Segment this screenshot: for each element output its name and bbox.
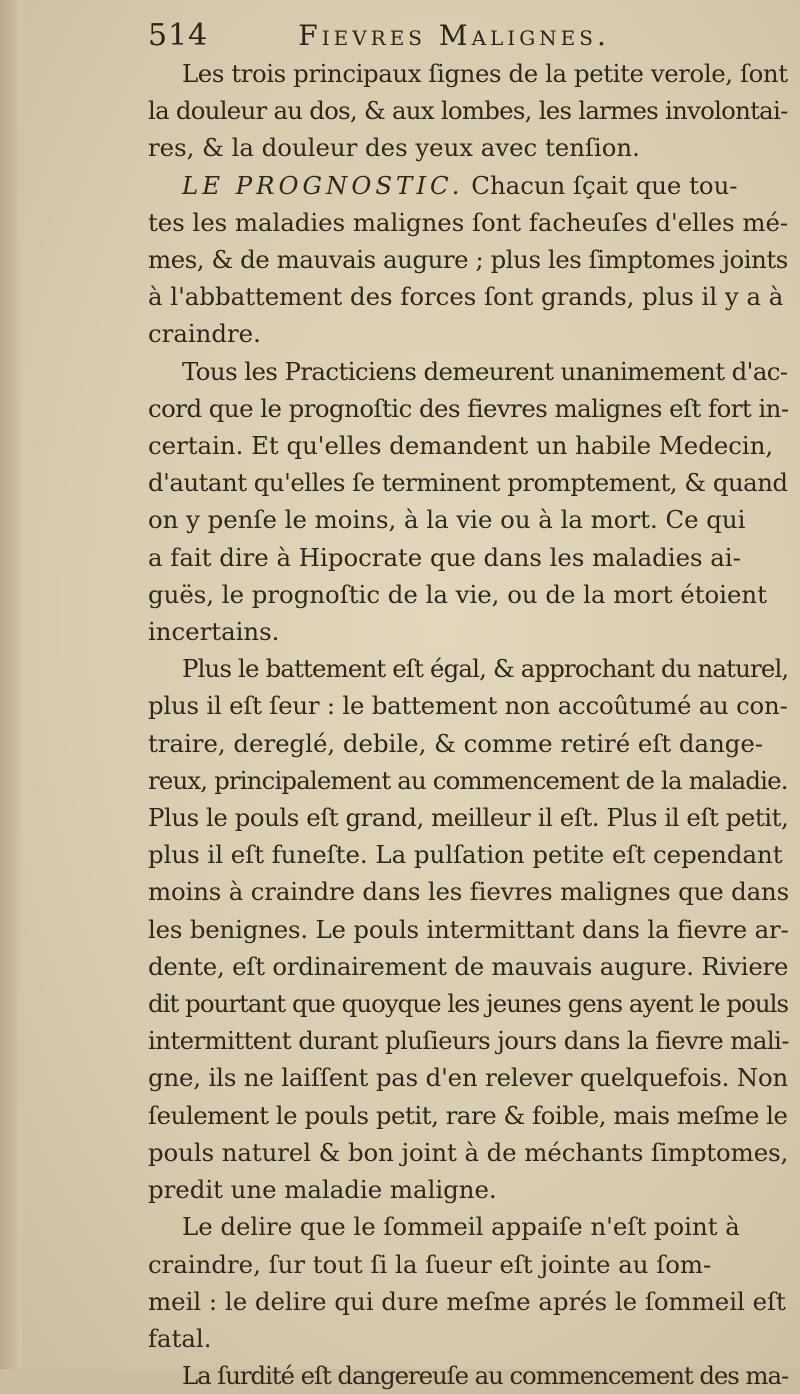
paragraph [148, 167, 788, 353]
text-line: dente, eſt ordinairement de mauvais augure. Riviere [148, 951, 789, 981]
running-title: Fievres Malignes. [298, 19, 610, 52]
text-line: res, & la douleur des yeux avec tenſion. [148, 133, 640, 163]
page-number: 514 [148, 18, 209, 53]
text-line: traire, dereglé, debile, & comme retiré eſt dange- [148, 728, 764, 758]
text-line: mes, & de mauvais augure ; plus les ſimptomes joints [148, 245, 788, 275]
text-line: incertains. [148, 617, 280, 647]
text-line: a fait dire à Hipocrate que dans les maladies ai- [148, 542, 741, 572]
text-line: d'autant qu'elles ſe terminent promptement, & quand [148, 468, 788, 498]
text-line: craindre. [148, 319, 261, 349]
text-line: plus il eſt ſeur : le battement non accoûtumé au con- [148, 691, 788, 721]
text-line: Le delire que le ſommeil appaiſe n'eſt point à [182, 1212, 740, 1242]
paragraph [148, 1208, 788, 1357]
text-line: guës, le prognoſtic de la vie, ou de la mort étoient [148, 579, 767, 609]
text-line: Tous les Practiciens demeurent unanimement d'ac- [182, 356, 788, 386]
text-line: les benignes. Le pouls intermittant dans la fievre ar- [148, 914, 789, 944]
text-line: Les trois principaux ſignes de la petite verole, ſont [182, 59, 788, 88]
text-line: La ſurdité eſt dangereuſe au commencement des ma- [182, 1361, 789, 1391]
paragraph [148, 1357, 788, 1394]
text-line: ſeulement le pouls petit, rare & foible, mais meſme le [148, 1100, 788, 1130]
text-line: reux, principalement au commencement de la maladie. [148, 765, 788, 795]
text-line: intermittent durant pluſieurs jours dans la fievre mali- [148, 1026, 789, 1056]
text-line: cord que le prognoſtic des fievres malignes eſt fort in- [148, 393, 789, 423]
text-line: pouls naturel & bon joint à de méchants ſimptomes, [148, 1137, 789, 1167]
running-head [148, 18, 760, 58]
text-line: predit une maladie maligne. [148, 1175, 497, 1205]
paragraph [148, 55, 788, 167]
text-line: plus il eſt funeſte. La pulſation petite eſt cependant [148, 840, 783, 870]
text-line: Plus le battement eſt égal, & approchant du naturel, [182, 654, 789, 684]
text-line: certain. Et qu'elles demandent un habile Medecin, [148, 431, 774, 461]
text-line [148, 167, 788, 204]
text-line: Plus le pouls eſt grand, meilleur il eſt. Plus il eſt petit, [148, 803, 789, 833]
text-line: la douleur au dos, & aux lombes, les larmes involontai- [148, 96, 788, 126]
text-line: moins à craindre dans les fievres malignes que dans [148, 877, 789, 907]
paragraph [148, 650, 788, 1208]
text-line: tes les maladies malignes ſont facheuſes d'elles mé- [148, 207, 789, 237]
text-line: dit pourtant que quoyque les jeunes gens ayent le pouls [148, 989, 789, 1019]
text-line: gne, ils ne laiſſent pas d'en relever quelquefois. Non [148, 1063, 789, 1093]
body-text [148, 55, 788, 1394]
text-fragment: Chacun ſçait que tou- [471, 170, 738, 200]
text-line: meil : le delire qui dure meſme aprés le ſommeil eſt [148, 1286, 786, 1316]
text-line: fatal. [148, 1323, 212, 1353]
text-line: à l'abbattement des forces ſont grands, plus il y a à [148, 282, 784, 312]
paragraph [148, 353, 788, 651]
text-line: craindre, ſur tout ſi la ſueur eſt jointe au ſom- [148, 1249, 712, 1279]
section-heading: LE PROGNOSTIC. [182, 170, 464, 200]
page-edge [0, 0, 22, 1369]
text-line: on y penſe le moins, à la vie ou à la mort. Ce qui [148, 505, 746, 535]
